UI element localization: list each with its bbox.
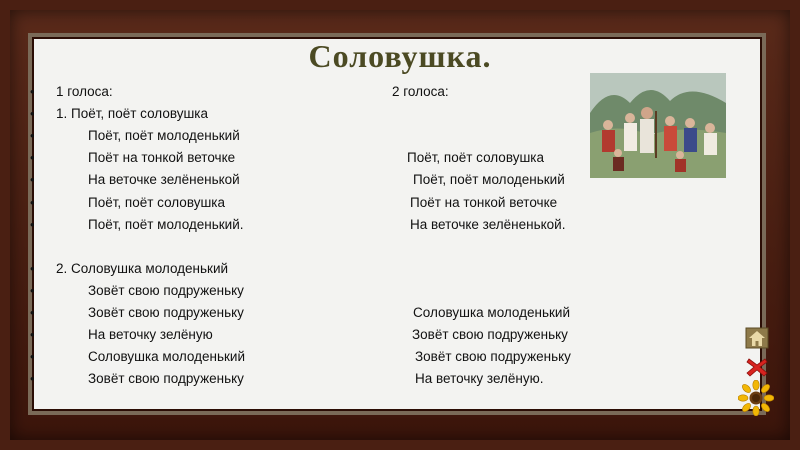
home-icon [745,327,769,349]
page-title: Соловушка. [308,38,492,74]
voice-1-line: Поёт, поёт молоденький. [88,216,244,232]
voice-2-line: Поёт, поёт соловушка [407,150,544,166]
bullet-marker: • [30,172,35,188]
voice-2-line: Зовёт свою подруженьку [415,349,571,365]
voice-1-line: Поёт, поёт молоденький [88,128,240,144]
close-icon [745,356,769,378]
bullet-marker: • [30,260,35,276]
voice-1-line: 1. Поёт, поёт соловушка [56,106,208,122]
voice-1-line: Соловушка молоденький [88,349,246,365]
home-button[interactable] [745,327,769,349]
voice-1-line: Поёт, поёт соловушка [88,194,225,210]
voice-2-line: Зовёт свою подруженьку [412,327,568,343]
sunflower-button[interactable] [738,380,774,416]
bullet-marker: • [30,216,35,232]
voice-2-line: Соловушка молоденький [413,305,571,320]
bullet-marker: • [30,194,35,210]
voice-1-line: Зовёт свою подруженьку [88,282,244,298]
voice-1-line: Зовёт свою подруженьку [88,305,244,320]
voice-1-line: Зовёт свою подруженьку [88,371,244,387]
folk-illustration [590,73,726,178]
bullet-marker: • [30,128,35,144]
bullet-marker: • [30,282,35,298]
bullet-marker: • [30,305,35,320]
voice-2-line: На веточке зелёненькой. [410,216,566,232]
voice-1-line: 2. Соловушка молоденький [56,260,229,276]
voice-1-line: Поёт на тонкой веточке [88,150,236,166]
voice-1-line: На веточку зелёную [88,327,213,343]
sunflower-icon [738,380,774,416]
close-button[interactable] [745,356,769,378]
voice-2-line: На веточку зелёную. [415,371,544,387]
bullet-marker: • [30,150,35,166]
bullet-marker: • [30,106,35,122]
voice-2-line: Поёт на тонкой веточке [410,194,558,210]
bullet-marker: • [30,371,35,387]
voice-2-line: Поёт, поёт молоденький [413,172,565,188]
voice-1-line: На веточке зелёненькой [88,172,240,188]
bullet-marker: • [30,327,35,343]
voice-2-line: 2 голоса: [392,84,449,99]
bullet-marker: • [30,349,35,365]
bullet-marker: • [30,84,35,99]
voice-1-line: 1 голоса: [56,84,113,99]
